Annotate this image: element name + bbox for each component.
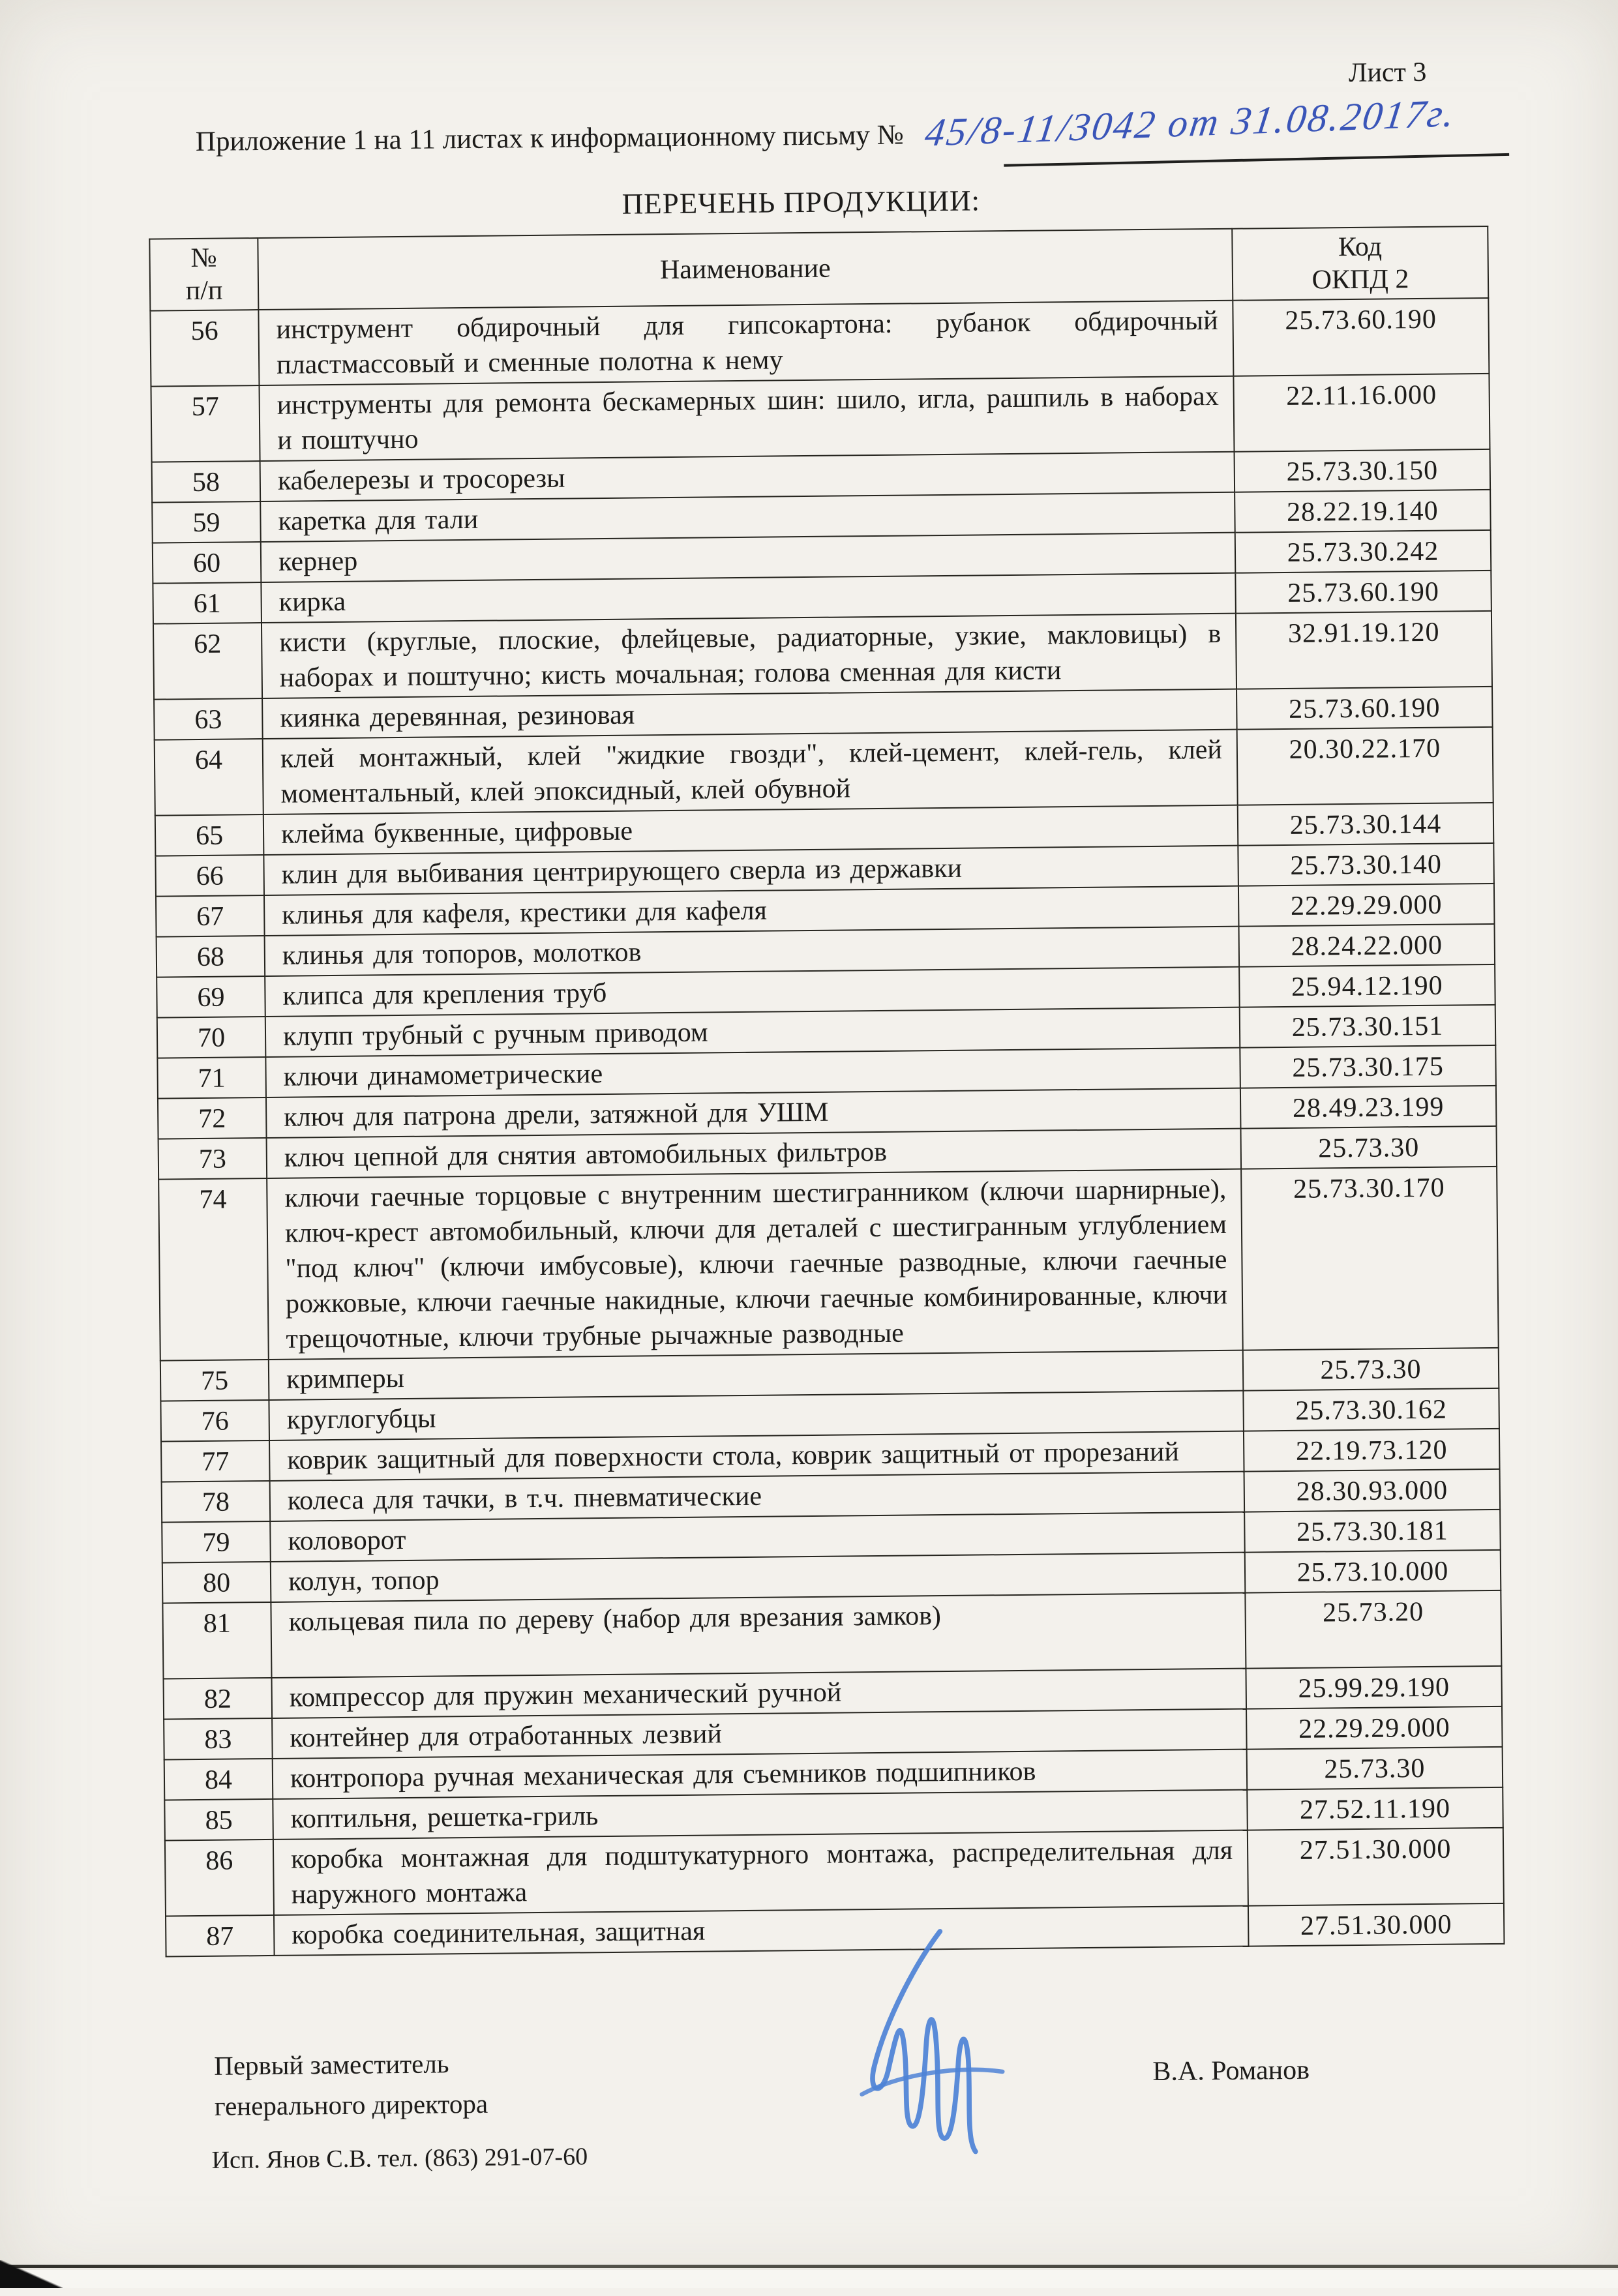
scan-bottom-strip <box>0 2270 1618 2288</box>
cell-name: коробка соединительная, защитная <box>274 1906 1249 1956</box>
header-code-line1: Код <box>1338 231 1383 263</box>
cell-name: колун, топор <box>271 1553 1246 1602</box>
cell-name: круглогубцы <box>269 1391 1244 1440</box>
page-title: ПЕРЕЧЕНЬ ПРОДУКЦИИ: <box>622 184 981 220</box>
cell-num: 61 <box>153 582 262 624</box>
cell-name: коптильня, решетка-гриль <box>273 1790 1248 1840</box>
cell-name: клейма буквенные, цифровые <box>263 805 1238 855</box>
cell-code: 22.29.29.000 <box>1238 884 1495 927</box>
cell-name: кернер <box>261 533 1236 582</box>
cell-name: киянка деревянная, резиновая <box>262 689 1237 739</box>
cell-code: 22.29.29.000 <box>1246 1707 1503 1750</box>
cell-name: клинья для кафеля, крестики для кафеля <box>264 886 1239 936</box>
cell-num: 64 <box>155 739 263 816</box>
cell-num: 63 <box>154 698 263 740</box>
cell-num: 65 <box>155 814 264 856</box>
cell-num: 77 <box>161 1440 270 1482</box>
cell-name: клей монтажный, клей "жидкие гвозди", клей-цемент, клей-гель, клей моментальный, клей эпоксидный, клей обувной <box>263 730 1238 814</box>
cell-num: 70 <box>157 1017 266 1058</box>
cell-code: 25.73.30.150 <box>1235 449 1491 492</box>
cell-num: 75 <box>160 1360 269 1401</box>
cell-code: 25.73.30.144 <box>1238 803 1494 846</box>
cell-code: 25.73.30 <box>1243 1348 1499 1391</box>
table-row <box>158 1167 1499 1361</box>
cell-name: каретка для тали <box>260 492 1235 542</box>
cell-code: 27.52.11.190 <box>1247 1787 1503 1830</box>
cell-num: 72 <box>158 1097 267 1139</box>
cell-code: 25.94.12.190 <box>1239 964 1495 1007</box>
appendix-printed-text: Приложение 1 на 11 листах к информационному письму № <box>195 119 904 157</box>
cell-num: 87 <box>166 1915 275 1957</box>
scan-edge-line <box>0 2265 1618 2268</box>
cell-name: инструменты для ремонта бескамерных шин: шило, игла, рашпиль в наборах и поштучно <box>259 376 1234 461</box>
header-num-line2: п/п <box>185 275 223 306</box>
cell-num: 59 <box>152 501 261 543</box>
cell-code: 25.73.30 <box>1240 1126 1497 1169</box>
executor-note: Исп. Янов С.В. тел. (863) 291-07-60 <box>211 2143 588 2174</box>
appendix-underline <box>1004 153 1509 167</box>
product-table <box>149 226 1505 1958</box>
cell-code: 27.51.30.000 <box>1248 1903 1505 1946</box>
cell-code: 25.73.60.190 <box>1235 571 1491 614</box>
cell-name: ключи гаечные торцовые с внутренним шестигранником (ключи шарнирные), ключ-крест автомобильный, ключи для деталей с шестигранным углублением "под ключ" (ключи имбусовые), ключи гаечные разводные, ключи гаечные рожковые, ключи гаечные накидные, ключи гаечные комбинированные, ключи трещочотные, ключи трубные рычажные разводные <box>267 1169 1243 1360</box>
cell-code: 25.73.60.190 <box>1236 687 1493 730</box>
cell-name: контропора ручная механическая для съемников подшипников <box>273 1750 1248 1799</box>
cell-code: 25.73.20 <box>1245 1590 1501 1669</box>
cell-code: 28.24.22.000 <box>1239 924 1495 967</box>
cell-name: кольцевая пила по дереву (набор для врезания замков) <box>271 1593 1246 1678</box>
cell-code: 25.73.30 <box>1247 1747 1503 1790</box>
cell-num: 58 <box>152 461 261 503</box>
signer-title <box>214 2043 488 2126</box>
cell-name: кримперы <box>269 1350 1244 1400</box>
cell-num: 76 <box>160 1400 269 1442</box>
cell-num: 73 <box>158 1138 267 1180</box>
cell-num: 74 <box>158 1178 269 1361</box>
cell-code: 28.22.19.140 <box>1235 490 1491 533</box>
header-cell-name: Наименование <box>258 229 1233 310</box>
table-row <box>151 374 1490 462</box>
cell-name: компрессор для пружин механический ручной <box>272 1669 1247 1718</box>
cell-name: коврик защитный для поверхности стола, коврик защитный от прорезаний <box>269 1431 1244 1481</box>
cell-name: клипса для крепления труб <box>265 967 1240 1017</box>
cell-num: 57 <box>151 385 260 462</box>
cell-num: 60 <box>153 542 262 584</box>
cell-name: ключи динамометрические <box>265 1048 1240 1097</box>
table-row <box>153 611 1492 700</box>
cell-code: 25.73.30.151 <box>1240 1005 1496 1048</box>
cell-code: 25.73.30.170 <box>1241 1167 1499 1350</box>
cell-code: 22.19.73.120 <box>1244 1429 1500 1472</box>
cell-name: коловорот <box>270 1512 1245 1562</box>
cell-num: 62 <box>153 623 262 700</box>
header-cell-num <box>149 238 258 311</box>
cell-num: 85 <box>164 1799 273 1841</box>
cell-num: 83 <box>164 1718 273 1760</box>
table-row <box>165 1828 1504 1916</box>
cell-code: 25.73.60.190 <box>1233 298 1489 376</box>
product-table-body <box>150 298 1504 1957</box>
cell-name: ключ цепной для снятия автомобильных фильтров <box>267 1129 1242 1178</box>
cell-name: ключ для патрона дрели, затяжной для УШМ <box>266 1088 1241 1138</box>
cell-name: коробка монтажная для подштукатурного монтажа, распределительная для наружного монтажа <box>273 1830 1248 1915</box>
header-cell-code <box>1232 226 1488 301</box>
cell-code: 25.73.30.162 <box>1243 1388 1499 1431</box>
cell-name: инструмент обдирочный для гипсокартона: рубанок обдирочный пластмассовый и сменные полотна к нему <box>258 301 1233 385</box>
signature <box>807 1924 1057 2162</box>
cell-code: 28.49.23.199 <box>1240 1086 1497 1129</box>
cell-num: 81 <box>162 1602 271 1679</box>
signer-name: В.А. Романов <box>1152 2055 1310 2087</box>
cell-name: клинья для топоров, молотков <box>265 927 1240 976</box>
header-code-line2: ОКПД 2 <box>1311 264 1409 295</box>
signer-title-line2: генерального директора <box>214 2088 488 2121</box>
cell-code: 25.73.30.181 <box>1244 1510 1501 1553</box>
cell-num: 79 <box>162 1521 271 1563</box>
cell-code: 25.99.29.190 <box>1246 1666 1502 1709</box>
cell-code: 25.73.30.175 <box>1240 1045 1496 1088</box>
cell-num: 71 <box>157 1057 266 1099</box>
cell-name: колеса для тачки, в т.ч. пневматические <box>270 1472 1245 1521</box>
cell-name: кирка <box>261 573 1236 623</box>
cell-num: 86 <box>165 1840 274 1916</box>
cell-name: кабелерезы и тросорезы <box>260 452 1235 501</box>
cell-num: 84 <box>164 1759 273 1800</box>
table-row <box>162 1590 1501 1679</box>
cell-code: 20.30.22.170 <box>1237 727 1493 805</box>
table-row <box>155 727 1493 816</box>
header-num-line1: № <box>190 243 217 274</box>
cell-num: 80 <box>162 1562 271 1603</box>
sheet-number-label: Лист 3 <box>1348 57 1427 88</box>
cell-num: 66 <box>155 855 264 897</box>
cell-code: 25.73.10.000 <box>1245 1550 1501 1593</box>
scan-corner-mark <box>0 2260 63 2288</box>
cell-name: клин для выбивания центрирующего сверла из державки <box>263 846 1238 895</box>
cell-num: 56 <box>150 310 259 387</box>
cell-code: 22.11.16.000 <box>1233 374 1490 452</box>
appendix-number-handwritten: 45/8-11/3042 от 31.08.2017г. <box>921 91 1459 155</box>
table-row <box>150 298 1489 387</box>
cell-code: 28.30.93.000 <box>1244 1469 1501 1512</box>
cell-num: 69 <box>157 976 265 1018</box>
cell-code: 32.91.19.120 <box>1236 611 1492 689</box>
appendix-line <box>195 91 1459 160</box>
cell-name: кисти (круглые, плоские, флейцевые, радиаторные, узкие, макловицы) в наборах и поштучно; кисть мочальная; голова сменная для кисти <box>262 614 1236 698</box>
cell-code: 25.73.30.140 <box>1238 843 1494 886</box>
cell-name: контейнер для отработанных лезвий <box>272 1709 1247 1759</box>
cell-num: 67 <box>156 895 265 937</box>
signer-title-line1: Первый заместитель <box>213 2048 449 2081</box>
table-header-row <box>149 226 1488 311</box>
cell-num: 78 <box>162 1481 271 1523</box>
cell-code: 27.51.30.000 <box>1248 1828 1504 1906</box>
cell-code: 25.73.30.242 <box>1235 530 1491 573</box>
cell-name: клупп трубный с ручным приводом <box>265 1007 1240 1057</box>
cell-num: 82 <box>164 1678 273 1720</box>
cell-num: 68 <box>157 936 265 977</box>
